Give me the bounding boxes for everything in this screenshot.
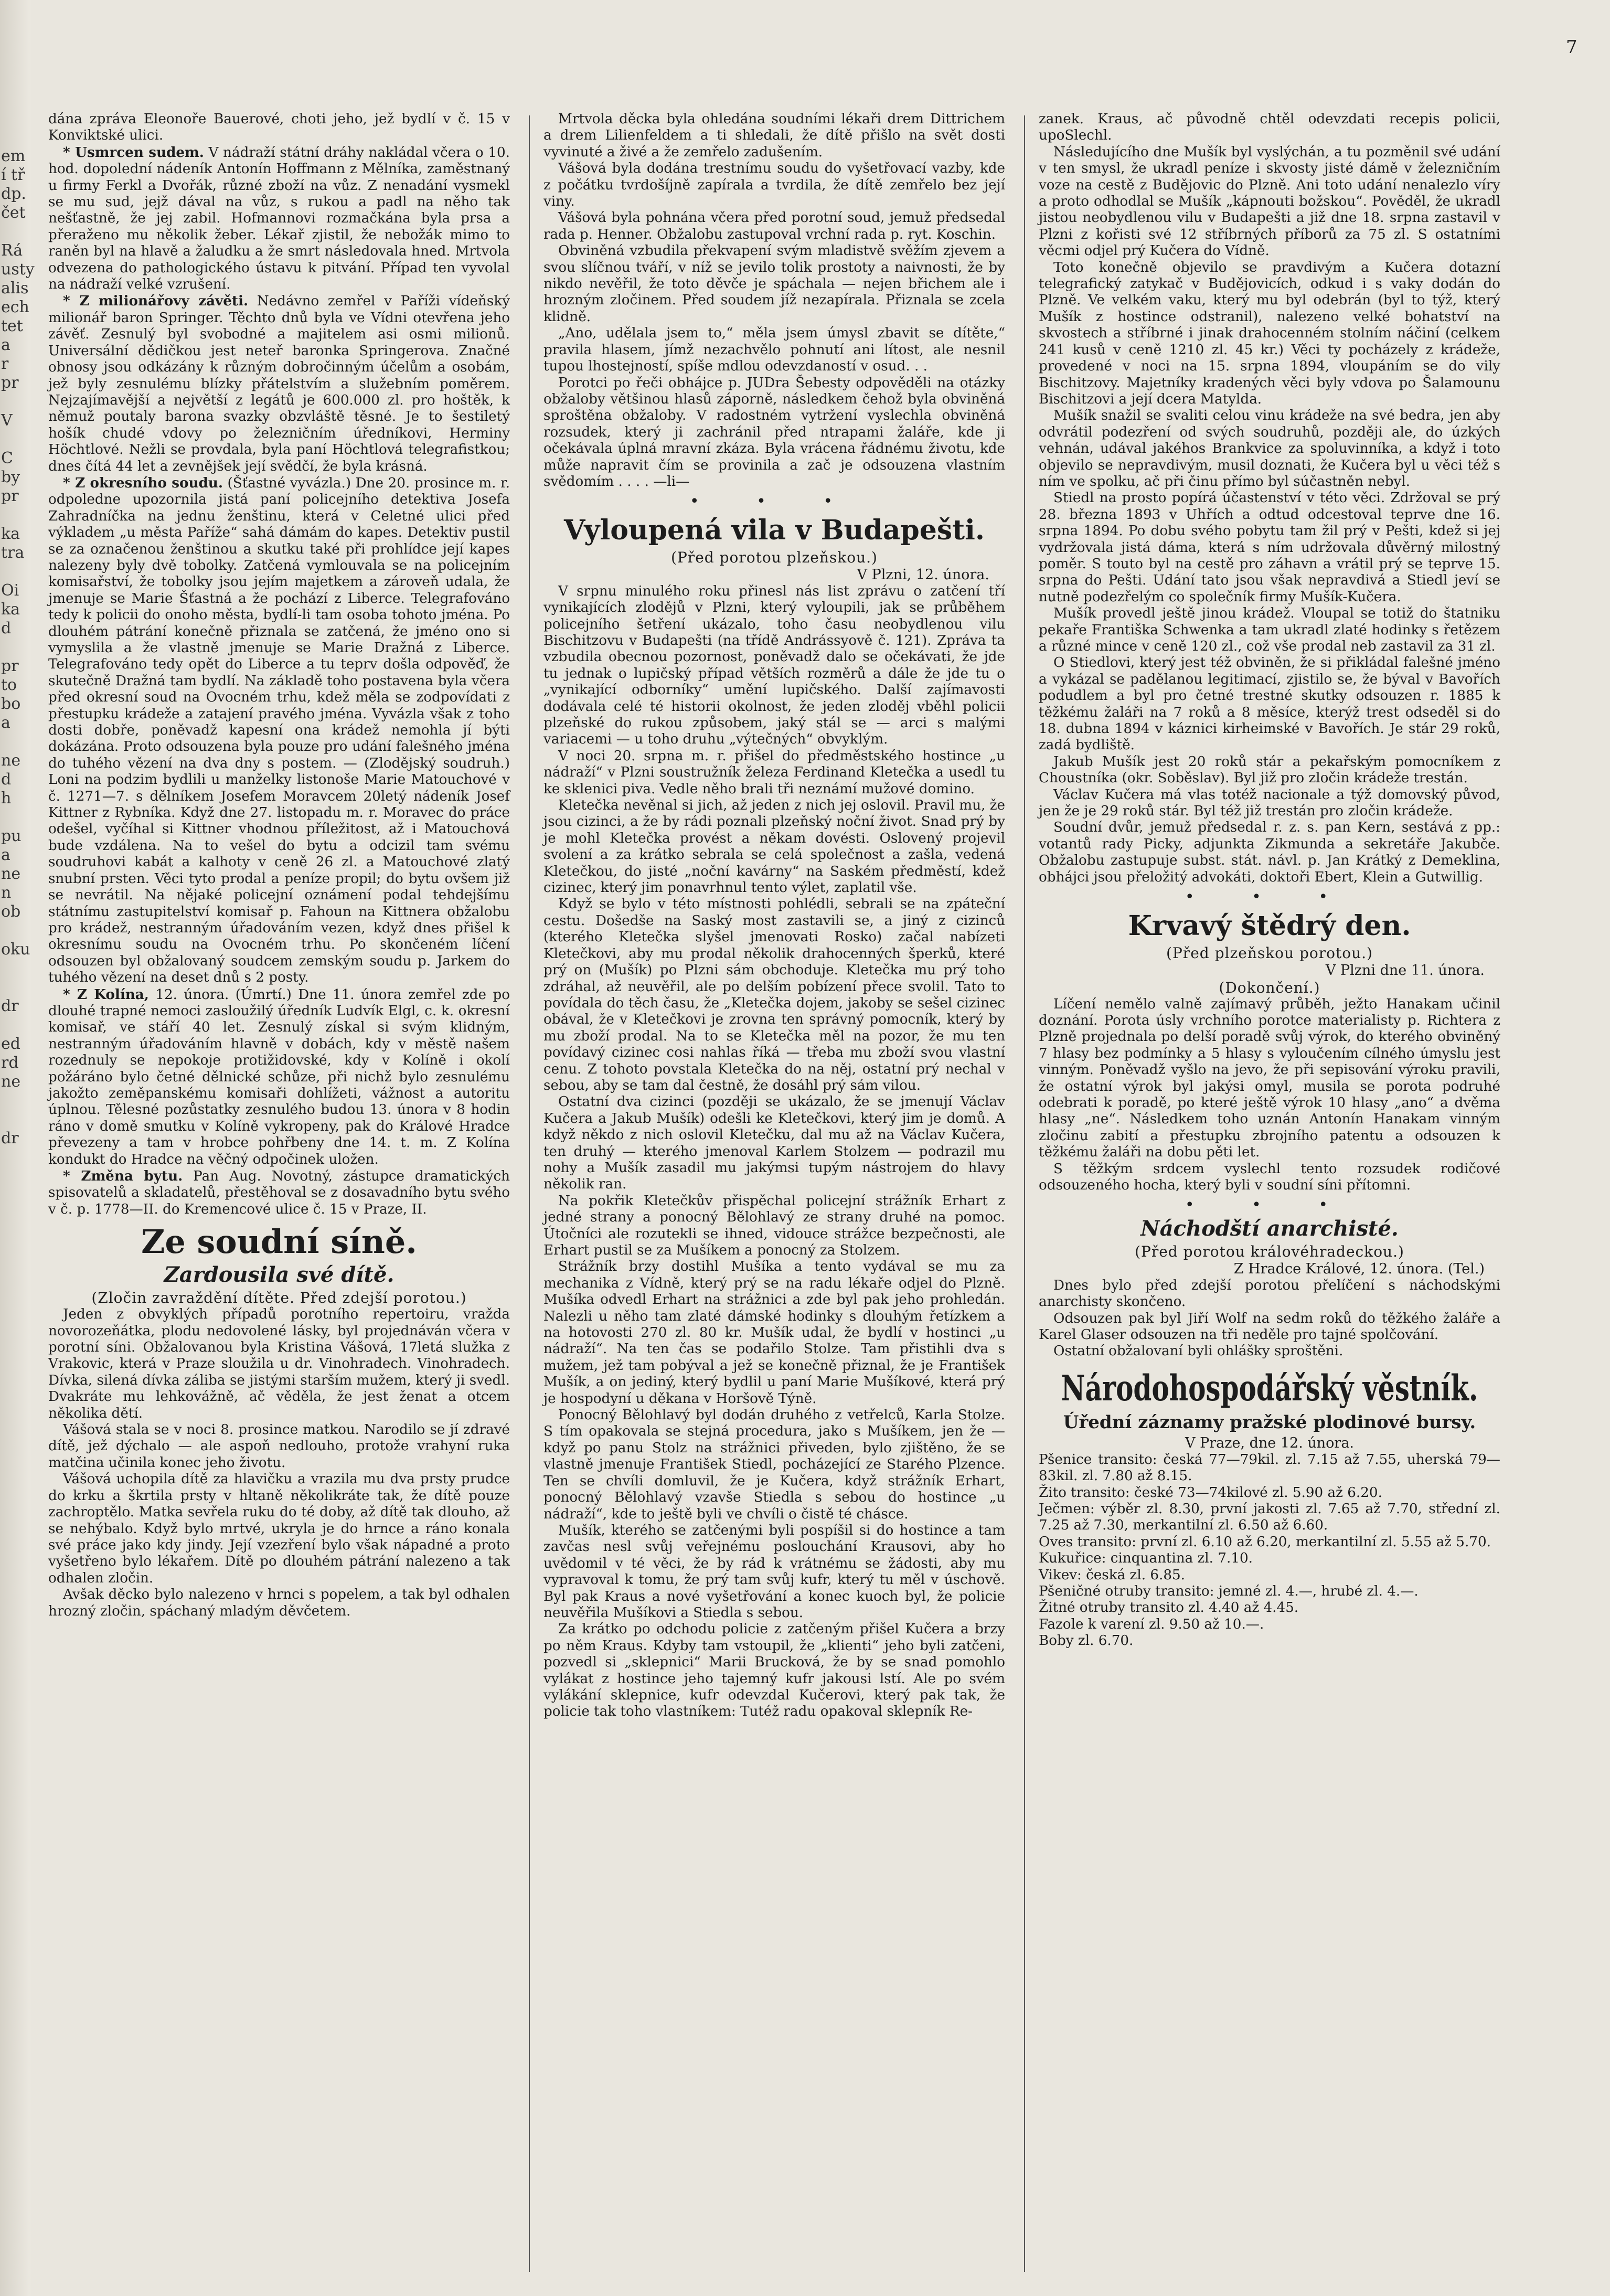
edge-fragment: dr — [1, 997, 19, 1015]
edge-fragment: pu — [1, 827, 22, 845]
edge-fragment: tra — [1, 544, 25, 562]
article-body — [1039, 996, 1500, 1194]
edge-fragment: ne — [1, 865, 21, 883]
paragraph: Vášová byla dodána trestnímu soudu do vyšetřovací vazby, kde z počátku tvrdošíjně zapírala a tvrdila, že dítě zemřelo bez její viny. — [543, 161, 1005, 210]
edge-fragment: alis — [1, 279, 29, 297]
paragraph: Kletečka nevěnal si jich, až jeden z nich jej oslovil. Pravil mu, že jsou cizinci, a že by rádi poznali plzeňský noční život. Snad prý by je mohl Kletečka provést a někam dovésti. Oslovený projevil svolení a za krátko sebrala se celá společnost a zašla, vedená Kletečkou, do jisté „noční kavárny“ na Saském předměstí, kdež cizinec, který jim ponavrhnul tento výlet, zaplatil vše. — [543, 798, 1005, 896]
paragraph — [1039, 655, 1500, 753]
paragraph-text: Mušík provedl ještě jinou krádež. Vloupal se totiž do štatniku pekaře Františka Schwenka a tam ukradl zlaté hodinky s řetězem a různé mince v ceně 120 zl., což vše prodal neb zastavil za 31 zl. — [1039, 605, 1500, 654]
edge-fragment: tet — [1, 317, 23, 335]
paragraph-text: Stiedl na prosto popírá účastenství v této věci. Zdržoval se prý 28. března 1893 v Uhřích a odtud odcestoval teprve dne 16. srpna 1894. Po dobu svého pobytu tam žil prý v Pešti, kdež si jej vydržovala jistá dáma, která s ním udržovala důvěrný milostný poměr. S touto byl na cestě pro záhavn a vrátil prý se teprve 15. srpna do Pešti. Udání tato jsou však nepravdivá a Stiedl jeví se nutně podezřelým co společník firmy Mušík-Kučera. — [1039, 490, 1500, 605]
dateline: V Plzni, 12. února. — [857, 566, 989, 583]
paragraph: Vášová uchopila dítě za hlavičku a vrazila mu dva prsty prudce do krku a škrtila prsty v hltaně několikráte tak, že dítě pouze zachroptělo. Matka sevřela ruku do té doby, až dítě tak dlouho, až se nehýbalo. Když bylo mrtvé, ukryla je do hrnce a ráno konala své práce jako kdy jindy. Její vzezření bylo však nápadné a proto vyšetřeno bylo lékařem. Dítě po dlouhém pátrání nalezeno a tak odhalen zločin. — [48, 1471, 510, 1586]
edge-fragment: a — [1, 846, 10, 864]
dateline: V Praze, dne 12. února. — [1185, 1434, 1354, 1451]
paragraph: Na pokřik Kletečkův přispěchal policejní strážník Erhart z jedné strany a ponocný Bělohlavý ze strany druhé na pomoc. Útočníci ale rozutekli se ihned, vidouce strážce bezpečnosti, ale Erhart pustil se za Mušíkem a ponocný za Stolzem. — [543, 1193, 1005, 1258]
paragraph-text: Pan Aug. Novotný, zástupce dramatických spisovatelů a skladatelů, přestěhoval se z dosavadního bytu svého v č. p. 1778—II. do Kremencové ulice č. 15 v Praze, II. — [48, 1168, 510, 1217]
edge-fragment — [1, 222, 30, 241]
paragraph-text: (Šťastné vyvázla.) Dne 20. prosince m. r. odpoledne upozornila jistá paní policejního detektiva Josefa Zahradníčka na jednu ženštinu, která v Celetné ulici před výkladem „u města Paříže“ sahá dámám do kapes. Detektiv pustil se za označenou ženštinou a skutku také při prohlídce její kapes nalezeny byly dvě tobolky. Zatčená vymlouvala se na policejním komisařství, že tobolky jsou jejím majetkem a zároveň udala, že jmenuje se Marie Šťastná a že pochází z Liberce. Telegrafováno tedy k policii do onoho města, bydlí-li tam osoba tohoto jména. Po dlouhém pátrání konečně přiznala se zatčená, že jméno ono si vymyslila a že vlastně jmenuje se Marie Dražná z Liberce. Telegrafováno tedy opět do Liberce a tu teprv došla odpověď, že skutečně Dražná tam bydlí. Na základě toho postavena byla včera před okresní soud na Ovocném trhu, kdež měla se zodpovídati z přestupku krádeže a zatajení pravého jména. Vyvázla však z toho dosti dobře, poněvadž kapesní ona krádež nemohla jí býti dokázána. Proto odsouzena byla pouze pro udání falešného jména do tuhého vězení na dva dny s postem. — (Zlodějský soudruh.) Loni na podzim bydlili u manželky listonoše Marie Matouchové v č. 1271—7. s dělníkem Josefem Moravcem 20letý nádeník Josef Kittner z Rybníka. Když dne 27. listopadu m. r. Moravec do práce odešel, vyčíhal si Kittner vhodnou příležitost, až i Matouchová bude vzdálena. Na to vešel do bytu a odcizil tam svému soudruhovi kabát a kalhoty v ceně 26 zl. a Matouchové zlatý snubní prsten. Věci tyto prodal a peníze propil; do bytu ovšem již se nevrátil. Na nějaké policejní oznámení podal tehdejšímu státnímu zastupitelství komisař p. Fahoun na Kittnera obžalobu pro krádež, nestranným úřadováním vezen, když dnes přišel k okresnímu soudu na Ovocném trhu. Po skončeném líčení odsouzen byl obžalovaný soudcem zemským soudu p. Jarkem do tuhého vězení na deset dnů s 2 posty. — [48, 475, 510, 986]
paragraph — [1039, 605, 1500, 655]
edge-fragment — [1, 392, 30, 411]
paragraph-text: V nádraží státní dráhy nakládal včera o 10. hod. dopolední nádeník Antonín Hoffmann z Mělníka, zaměstnaný u firmy Ferkl a Dvořák, různé zboží na vůz. Z nenadání vysmekl se mu sud, jejž dával na vůz, s rukou a padl na něho tak nešťastně, že jej zabil. Hofmannovi rozmačkána byla prsa a přeraženo mu několik žeber. Lékař zjistil, že nebožák mimo to raněn byl na hlavě a žaludku a že smrt následovala hned. Mrtvola odvezena do pathologického ústavu k pitvání. Případ ten vyvolal na nádraží velké vzrušení. — [48, 144, 510, 293]
edge-fragment — [1, 808, 30, 827]
article-title: Náchodští anarchisté. — [1140, 1216, 1399, 1241]
paragraph: Vášová stala se v noci 8. prosince matkou. Narodilo se jí zdravé dítě, jež dýchalo — ale aspoň nedlouho, protože vrahyní ruka matčina učinila konec jeho životu. — [48, 1422, 510, 1471]
edge-fragment: í tř — [1, 166, 25, 184]
edge-fragment: Oi — [1, 581, 19, 600]
edge-fragment: ka — [1, 525, 20, 543]
dateline: V Plzni dne 11. února. — [1325, 962, 1485, 979]
run-in-heading: * Usmrcen sudem. — [63, 144, 204, 161]
edge-fragment: ka — [1, 600, 20, 619]
separator-dots: • • • — [1185, 1196, 1355, 1215]
edge-fragment: dr — [1, 1129, 19, 1147]
paragraph: Ponocný Bělohlavý byl dodán druhého z vetřelců, Karla Stolze. S tím opakovala se stejná procedura, jako s Mušíkem, jen že — když po panu Stolz na strážnici přiveden, bylo zjištěno, že se vlastně jmenuje František Stiedl, pocházející ze Starého Plzence. Ten se chvíli domluvil, že je Kučera, když strážník Erhart, ponocný Bělohlavý vzavše Stiedla s sebou do hostince „u nádraží“, kde to ještě byli ve chvíli o čistě té chásce. — [543, 1407, 1005, 1522]
paragraph-text: Jakub Mušík jest 20 roků stár a pekařským pomocníkem z Choustníka (okr. Soběslav). Byl již pro zločin krádeže trestán. — [1039, 753, 1500, 786]
paragraph: Pšenice transito: česká 77—79kil. zl. 7.15 až 7.55, uherská 79—83kil. zl. 7.80 až 8.15. — [1039, 1451, 1500, 1484]
adjacent-page-edge — [0, 0, 35, 2296]
paragraph: Když se bylo v této místnosti pohlédli, sebrali se na zpáteční cestu. Došedše na Saský most zastavili se, a jiný z cizinců (kterého Kletečka slyšel jmenovati Rosko) začal nabízeti Kletečkovi, aby mu prodal několik drahocenných šperků, které prý on (Mušík) po Plzni sám obchoduje. Kletečka mu prý toho zdráhal, až neuvěřil, ale po delším pobízení přece svolil. Tato to povídala do těch času, že „Kletečka dojem, jakoby se sešel cizinec obával, že v Kletečkovi je zrovna ten správný pomocník, který by mu zboží prodal. Na to se Kletečka měl na pozor, že mu ten povídavý cizinec cosi nahlas říká — třeba mu zboží svou vlastní cenu. Z tohoto povstala Kletečka do na něj, ostatní prý nechal v sebou, aby se tam dal čestně, že dosáhl prý sám vilou. — [543, 896, 1005, 1093]
edge-fragment: a — [1, 336, 10, 354]
paragraph: S těžkým srdcem vyslechl tento rozsudek rodičové odsouzeného hocha, který byli v soudní síni přítomni. — [1039, 1161, 1500, 1193]
separator-dots: • • • — [689, 492, 859, 511]
edge-fragment: C — [1, 449, 13, 467]
paragraph: „Ano, udělala jsem to,“ měla jsem úmysl zbavit se dítěte,“ pravila hlasem, jímž nezachvělo pohnutí ani lítost, ale nesnil tupou lhostejností, spíše mdlou odevzdaností v osud. . . — [543, 325, 1005, 375]
edge-fragment: a — [1, 714, 10, 732]
paragraph: Fazole k varení zl. 9.50 až 10.—. — [1039, 1616, 1264, 1632]
run-in-heading: * Změna bytu. — [63, 1168, 183, 1184]
column-3 — [1039, 111, 1500, 1650]
continued-note: (Dokončení.) — [1219, 979, 1320, 996]
edge-fragment: em — [1, 147, 26, 165]
edge-fragment: čet — [1, 204, 26, 222]
edge-fragment: pr — [1, 487, 19, 505]
edge-fragment: r — [1, 355, 9, 373]
edge-fragment: ed — [1, 1035, 20, 1053]
edge-fragment: Rá — [1, 241, 23, 260]
paragraph: Kukuřice: cinquantina zl. 7.10. — [1039, 1550, 1253, 1567]
paragraph-text: Mušík snažil se svaliti celou vinu krádeže na své bedra, jen aby odvrátil podezření od svých soudruhů, později ale, do úzkých vehnán, udával jakéhos Brankvice za spoluvinníka, a když i toto objevilo se nepravdivým, musil doznati, že Kučera byl u věci též s ním ve spolku, ač při činu přímo byl súčastněn nebyl. — [1039, 408, 1500, 490]
edge-fragment — [1, 1016, 30, 1035]
paragraph — [48, 293, 510, 474]
paragraph-text: dána zpráva Eleonoře Bauerové, choti jeho, jež bydlí v č. 15 v Konviktské ulici. — [48, 111, 510, 144]
paragraph-text: zanek. Kraus, ač původně chtěl odevzdati recepis policii, upoSlechl. — [1039, 111, 1500, 144]
paragraph: Dnes bylo před zdejší porotou přelíčení s náchodskými anarchisty skončeno. — [1039, 1277, 1500, 1310]
paragraph — [1039, 820, 1500, 886]
paragraph: Žito transito: české 73—74kilové zl. 5.90 až 6.20. — [1039, 1484, 1382, 1501]
paragraph: Obviněná vzbudila překvapení svým mladistvě svěžím zjevem a svou slíčnou tváří, v níž se jevilo tolik prostoty a naivnosti, že by nikdo nevěřil, že toto děvče je spáchala — nejen břichem ale i hrozným zločinem. Před soudem jíž nezapírala. Přiznala se zcela klidně. — [543, 243, 1005, 325]
edge-fragment: oku — [1, 940, 30, 959]
paragraph: V srpnu minulého roku přinesl nás list zprávu o zatčení tří vynikajících zlodějů v Plzni, který vyloupili, jak se průběhem policejního šetření ukázalo, toho času neobydlenou vilu Bischitzovu v Budapešti (na třídě Andrássyově č. 121). Zpráva ta vzbudila obecnou pozornost, poněvadž dalo se očekávati, že jde tu jednak o lupičský případ větších rozměrů a dále že jde tu o „vynikající odborníky“ umění lupičského. Další zajímavosti dodávala celé té historii okolnost, že jeden zloděj vběhl policii plzeňské do rukou způsobem, jaký stál se — arci s malými variacemi — u toho druhu „výtečných“ obvyklým. — [543, 583, 1005, 748]
edge-fragments — [1, 147, 35, 1148]
edge-fragment: pr — [1, 657, 19, 675]
paragraph: V noci 20. srpna m. r. přišel do předměstského hostince „u nádraží“ v Plzni soustružník železa Ferdinand Kletečka a usedl tu ke sklenici piva. Vedle něho brali tři neznámí mužové domino. — [543, 748, 1005, 797]
edge-fragment: rd — [1, 1054, 19, 1072]
edge-fragment: to — [1, 676, 17, 694]
market-title: Úřední záznamy pražské plodinové bursy. — [1063, 1411, 1476, 1433]
article-body — [543, 111, 1005, 490]
edge-fragment: dp. — [1, 185, 26, 203]
article-subhead: (Před porotou královéhradeckou.) — [1135, 1242, 1404, 1260]
paragraph: Žitné otruby transito zl. 4.40 až 4.45. — [1039, 1600, 1299, 1616]
news-items — [48, 111, 510, 1218]
paragraph — [48, 144, 510, 293]
run-in-heading: * Z milionářovy závěti. — [63, 293, 249, 310]
edge-fragment: h — [1, 789, 12, 807]
edge-fragment: ech — [1, 298, 29, 316]
edge-fragment — [1, 1091, 30, 1110]
section-title-economy: Národohospodářský věstník. — [1061, 1367, 1478, 1409]
paragraph-text: 12. února. (Úmrtí.) Dne 11. února zemřel zde po dlouhé trapné nemoci zasloužilý úředník Ludvík Elgl, c. k. okresní komisař, ve stáří 40 let. Zesnulý získal si svým klidným, nestranným úřadováním hlavně v dobách, kdy v městě našem rozednuly se nepokoje protižidovské, kdy v Kolíně i okolí požáráno bylo četné dělnické schůze, při nichž bylo zesnulému jakožto zeměpanskému komisaři dohlížeti, vážnost a autoritu úplnou. Tělesné pozůstatky zesnulého budou 13. února v 8 hodin ráno v domě smutku v Kolíně vykropeny, pak do Králové Hradce převezeny a tam v hrobce pohřbeny dne 14. t. m. Z Kolína kondukt do Hradce na věčný odpočinek uložen. — [48, 986, 510, 1167]
article-title: Krvavý štědrý den. — [1128, 909, 1411, 942]
paragraph — [48, 475, 510, 986]
paragraph: Vášová byla pohnána včera před porotní soud, jemuž předsedal rada p. Henner. Obžalobu zastupoval vrchní rada p. ryt. Koschin. — [543, 210, 1005, 242]
paragraph: Vikev: česká zl. 6.85. — [1039, 1567, 1185, 1583]
paragraph-text: Soudní dvůr, jemuž předsedal r. z. s. pan Kern, sestává z pp.: votantů rady Picky, adjunkta Zikmunda a sekretáře Jakubče. Obžalobu zastupuje subst. stát. návl. p. Jan Krátký z Demeklina, obhájci jsou přeložitý advokáti, doktoři Ebert, Klein a Gutwillig. — [1039, 820, 1500, 885]
market-prices — [1039, 1452, 1500, 1650]
paragraph — [1039, 490, 1500, 605]
article-body — [1039, 111, 1500, 886]
paragraph — [1039, 754, 1500, 787]
edge-fragment — [1, 921, 30, 940]
paragraph — [48, 1168, 510, 1218]
edge-fragment: d — [1, 619, 12, 637]
dateline: Z Hradce Králové, 12. února. (Tel.) — [1233, 1260, 1485, 1277]
paragraph: Pšeničné otruby transito: jemné zl. 4.—, hrubé zl. 4.—. — [1039, 1583, 1419, 1600]
edge-fragment — [1, 430, 30, 449]
article-subhead: (Před plzeňskou porotou.) — [1166, 944, 1373, 962]
paragraph-text: O Stiedlovi, který jest též obviněn, že si přikládal falešné jméno a vykázal se padělanou legitimací, zjistilo se, že býval v Bavořích podudlem a byl pro četné trestné skutky odsouzen r. 1885 k těžkému žaláři na 7 roků a 8 měsíce, kterýž trest odseděl si do 18. dubna 1894 v káznici kirheimské v Bavořích. Je stár 29 roků, zadá bydliště. — [1039, 655, 1500, 753]
paragraph-text: Následujícího dne Mušík byl vyslýchán, a tu pozměnil své udání v ten smysl, že ukradl peníze i skvosty jisté dámě v železničním voze na cestě z Budějovic do Plzně. Ani toto udání nenalezlo víry a proto odhodlal se Mušík „kápnouti božskou“. Pověděl, že ukradl jistou neobydlenou vilu v Budapešti a již dne 18. srpna zastavil v Plzni z kořisti své 12 stříbrných příborů za 75 zl. S ostatními věcmi odjel prý Kučera do Vídně. — [1039, 144, 1500, 259]
column-2 — [543, 111, 1005, 1720]
edge-fragment: pr — [1, 374, 19, 392]
edge-fragment: usty — [1, 260, 35, 279]
article-subhead: (Před porotou plzeňskou.) — [671, 548, 878, 566]
edge-fragment: bo — [1, 695, 21, 713]
paragraph — [1039, 408, 1500, 490]
edge-fragment: d — [1, 770, 12, 789]
separator-dots: • • • — [1185, 888, 1355, 907]
article-body — [1039, 1278, 1500, 1360]
edge-fragment — [1, 1110, 30, 1129]
paragraph: Mušík, kterého se zatčenými byli pospíšil si do hostince a tam zavčas nesl svůj veřejnému poslouchání Krausovi, aby ho uvědomil v té věci, že by rád k vrátnému se žádosti, aby mu vypravoval k tomu, že prý tam svůj kufr, který tu měl v úschově. Byl pak Kraus a nové vyšetřování a konec kuoch byl, že policie neuvěřila Mušíkovi a Stiedla s sebou. — [543, 1522, 1005, 1621]
column-rule — [529, 115, 530, 2272]
edge-fragment: by — [1, 468, 20, 486]
paragraph-text: Václav Kučera má vlas totéž nacionale a týž domovský původ, jen že je 29 roků stár. Byl též již trestán pro zločin krádeže. — [1039, 786, 1500, 820]
paragraph: Ostatní obžalovaní byli ohlášky sproštěni. — [1053, 1343, 1344, 1359]
run-in-heading: * Z Kolína, — [63, 986, 149, 1003]
paragraph: Oves transito: první zl. 6.10 až 6.20, merkantilní zl. 5.55 až 5.70. — [1039, 1534, 1491, 1550]
paragraph: Za krátko po odchodu policie z zatčeným přišel Kučera a brzy po něm Kraus. Kdyby tam vstoupil, že „klienti“ jeho byli zatčeni, pozvedl si „sklepnici“ Marii Brucková, že by se snad pomohlo vylákat z hostince jeho tajemný kufr jakousi lstí. Ale po svém vylákání sklepnice, kufr odevzdal Kučerovi, který pak tak, že policie tak toho vlastníkem: Tutéž radu opakoval sklepník Re- — [543, 1621, 1005, 1720]
paragraph: Mrtvola děcka byla ohledána soudními lékaři drem Dittrichem a drem Lilienfeldem a ti shledali, že dítě přišlo na svět dosti vyvinuté a živé a že zemřelo zadušením. — [543, 111, 1005, 160]
paragraph — [1039, 144, 1500, 260]
article-title: Vyloupená vila v Budapešti. — [564, 514, 985, 546]
paragraph: Jeden z obvyklých případů porotního repertoiru, vražda novorozeňátka, plodu nedovolené lásky, byl projednáván včera v porotní síni. Obžalovanou byla Kristina Vášová, 17letá služka z Vrakovic, která v Praze sloužila u dr. Vinohradech. Vinohradech. Dívka, silená dívka záliba se jistými starším mužem, který ji svedl. Dvakráte mu lehkovážně, ač věděla, že jest ženat a otcem několika dětí. — [48, 1306, 510, 1421]
paragraph-text: Nedávno zemřel v Paříži vídeňský milionář baron Springer. Těchto dnů byla ve Vídni otevřena jeho závěť. Zesnulý byl svobodné a majitelem asi osmi milionů. Universální dědičkou jest neteř baronka Springerova. Značné obnosy jsou odkázány k různým dobročinným účelům a osobám, jež byly zesnulému blízky přátelstvím a služebním poměrem. Nejzajímavější a největší z legátů je 600.000 zl. pro hoštěk, k němuž poutaly barona svazky obzvláště těsné. Je to šestiletý hošík chudé vdovy po železničním úředníkovi, Herminy Höchtlové. Nežli se provdala, byla paní Höchtlová telegrafistkou; dnes čítá 44 let a zevnějšek její svědčí, že byla krásná. — [48, 293, 510, 474]
edge-fragment: ne — [1, 751, 21, 770]
paragraph: Ostatní dva cizinci (později se ukázalo, že se jmenují Václav Kučera a Jakub Mušík) odešli ke Kletečkovi, který jim je domů. A když někdo z nich oslovil Kletečku, dal mu až na Václav Kučera, ten druhý — kterého jmenoval Karlem Stolzem — podrazil mu nohy a Mušík zasadil mu jakýmsi tupým nástrojem do hlavy několik ran. — [543, 1094, 1005, 1193]
paragraph — [48, 986, 510, 1168]
edge-fragment: ob — [1, 902, 21, 921]
edge-fragment — [1, 732, 30, 751]
edge-fragment — [1, 959, 30, 978]
paragraph — [1039, 787, 1500, 820]
edge-fragment — [1, 562, 30, 581]
paragraph — [1039, 111, 1500, 144]
paragraph: Líčení nemělo valně zajímavý průběh, ježto Hanakam učinil doznání. Porota úsly vrchního porotce materialisty p. Richtera z Plzně projednala po delší poradě svůj výrok, do kterého obviněný 7 hlasy bez podmínky a 5 hlasy s vyloučením cílného úmyslu jest vinným. Poněvadž vyšlo na jevo, že při sepisování výroku pravili, že ostatní výrok byl jakýsi omyl, musila se porota podruhé odebrati k poradě, po které ještě výrok 10 hlasy „ano“ a dvěma hlasy „ne“. Následkem toho uznán Antonín Hanakam vinným zločinu zabití a přestupku zbrojního patentu a odsouzen k těžkému žaláři na dobu pěti let. — [1039, 996, 1500, 1161]
paragraph: Boby zl. 6.70. — [1039, 1633, 1134, 1649]
column-rule — [1024, 115, 1025, 2272]
edge-fragment: n — [1, 884, 12, 902]
article-title: Zardousila své dítě. — [164, 1262, 394, 1288]
section-heading-court: Ze soudní síně. — [141, 1223, 417, 1261]
paragraph: Strážník brzy dostihl Mušíka a tento vydával se mu za mechanika z Vídně, který prý se na radu lékaře odjel do Plzně. Mušíka odvedl Erhart na strážnici a zde byl pak jeho prohledán. Nalezli u něho tam zlaté dámské hodinky s dlouhým řetízkem a na hotovosti 270 zl. 80 kr. Mušík udal, že bydlí v hostinci „u nádraží“. Na ten čas se podařilo Stolze. Tam přistihli dva s mužem, jež tam pobýval a jež se konečně přiznal, že je František Mušík, a on jediný, který bydlil u paní Marie Mušíkové, která prý je hospodyní u děkana v Horšově Týně. — [543, 1259, 1005, 1407]
article-body — [48, 1306, 510, 1620]
paragraph: Porotci po řeči obhájce p. JUDra Šebesty odpověděli na otázky obžaloby většinou hlasů záporně, následkem čehož byla obviněná sproštěna obžaloby. V radostném vytržení vyslechla obviněná rozsudek, který ji zachránil před ntrapami žaláře, kde ji očekávala úplná mravní zkáza. Byla vrácena řádnému životu, kde může napravit čím se provinila a zač je odsouzena vlastním svědomím . . . . —li— — [543, 375, 1005, 490]
paragraph-text: Toto konečně objevilo se pravdivým a Kučera dotazní telegrafický zatykač v Budějovicích, odkud i s vaky dodán do Plzně. Ve velkém vaku, který mu byl odebrán (byl to týž, který Mušík z hostince odstranil), nalezeno velké bohatství na skvostech a stříbrné i jinak drahocenném stolním náčiní (celkem 241 kusů v ceně 1210 zl. 45 kr.) Věci ty pocházely z krádeže, provedené v noci na 15. srpna 1894, vloupáním se do vily Bischitzovy. Majetníky kradených věci byly vdova po Šalamounu Bischitzovi a její dcera Matylda. — [1039, 259, 1500, 407]
paragraph — [1039, 260, 1500, 408]
edge-fragment: V — [1, 411, 13, 430]
paragraph — [48, 111, 510, 144]
page-number: 7 — [1566, 37, 1577, 58]
column-1 — [48, 111, 510, 1620]
run-in-heading: * Z okresního soudu. — [63, 474, 223, 491]
paragraph: Odsouzen pak byl Jiří Wolf na sedm roků do těžkého žaláře a Karel Glaser odsouzen na tři neděle pro tajné spolčování. — [1039, 1310, 1500, 1343]
paragraph: Ječmen: výběr zl. 8.30, první jakosti zl. 7.65 až 7.70, střední zl. 7.25 až 7.30, merkantilní zl. 6.50 až 6.60. — [1039, 1501, 1500, 1534]
edge-fragment — [1, 638, 30, 657]
paragraph: Avšak děcko bylo nalezeno v hrnci s popelem, a tak byl odhalen hrozný zločin, spáchaný mladým děvčetem. — [48, 1587, 510, 1619]
article-subhead: (Zločin zavraždění dítěte. Před zdejší porotou.) — [91, 1289, 467, 1307]
article-body — [543, 583, 1005, 1720]
edge-fragment — [1, 506, 30, 525]
edge-fragment — [1, 978, 30, 997]
edge-fragment: ne — [1, 1072, 21, 1091]
